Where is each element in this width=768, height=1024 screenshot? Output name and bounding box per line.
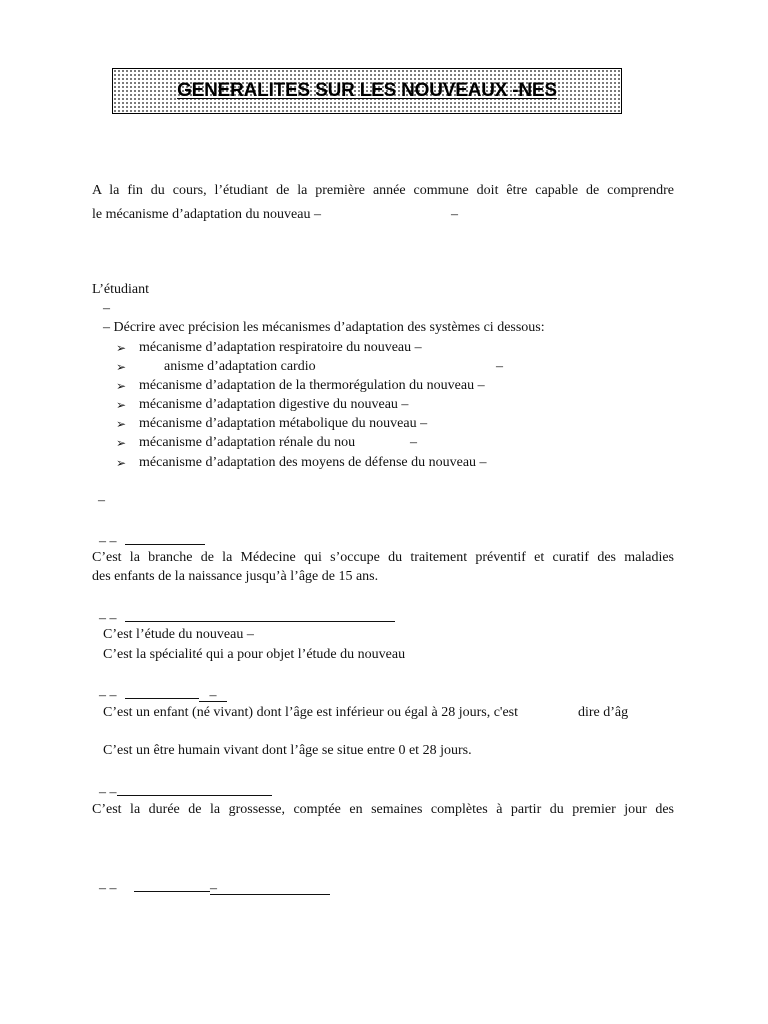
section-2-dashes: – –	[99, 611, 117, 626]
objectives-dash: –	[103, 301, 110, 316]
section-5-marker	[99, 878, 330, 897]
bullet-arrow-icon: ➢	[116, 360, 127, 374]
intro-line-2b: –	[451, 207, 458, 222]
section-3-blank-a	[125, 685, 199, 699]
section-5-dashes: – –	[99, 881, 117, 896]
objectives-describe: – Décrire avec précision les mécanismes d’adaptation des systèmes ci dessous:	[103, 320, 545, 335]
title-box	[112, 68, 622, 114]
section-5-blank-a	[134, 878, 210, 892]
list-item: anisme d’adaptation cardio	[164, 359, 316, 374]
list-item: mécanisme d’adaptation des moyens de défense du nouveau –	[139, 455, 487, 470]
section-3-line-2: C’est un être humain vivant dont l’âge se situe entre 0 et 28 jours.	[103, 743, 472, 758]
objectives-dash-after: –	[98, 493, 105, 508]
list-item-tail: –	[410, 435, 417, 450]
list-item: mécanisme d’adaptation respiratoire du nouveau –	[139, 340, 422, 355]
section-5-mid	[210, 881, 330, 895]
section-1-marker	[99, 531, 205, 550]
list-item: mécanisme d’adaptation de la thermorégulation du nouveau –	[139, 378, 485, 393]
section-2-line-1: C’est l’étude du nouveau –	[103, 627, 254, 642]
section-4-marker	[99, 782, 272, 801]
section-1-dashes: – –	[99, 534, 117, 549]
bullet-arrow-icon: ➢	[116, 398, 127, 412]
objectives-heading: L’étudiant	[92, 282, 150, 297]
list-item-tail: –	[496, 359, 503, 374]
section-2-blank	[125, 608, 395, 622]
section-2-marker	[99, 608, 395, 627]
section-3-line-1a: C’est un enfant (né vivant) dont l’âge est inférieur ou égal à 28 jours, c'est	[103, 705, 518, 720]
section-3-mid: –	[199, 688, 227, 702]
intro-line-2a: le mécanisme d’adaptation du nouveau –	[92, 207, 321, 222]
section-4-dashes: – –	[99, 785, 117, 800]
bullet-arrow-icon: ➢	[116, 379, 127, 393]
intro-line-1: A la fin du cours, l’étudiant de la première année commune doit être capable de comprendre	[92, 183, 674, 198]
bullet-arrow-icon: ➢	[116, 456, 127, 470]
section-3-dashes: – –	[99, 688, 117, 703]
section-1-blank	[125, 531, 205, 545]
list-item: mécanisme d’adaptation digestive du nouveau –	[139, 397, 409, 412]
bullet-arrow-icon: ➢	[116, 436, 127, 450]
section-3-line-1b: dire d’âg	[578, 705, 629, 720]
page-title: GENERALITES SUR LES NOUVEAUX -NES	[177, 80, 557, 101]
section-3-marker	[99, 685, 227, 704]
section-4-blank	[117, 782, 272, 796]
bullet-arrow-icon: ➢	[116, 341, 127, 355]
list-item: mécanisme d’adaptation rénale du nou	[139, 435, 356, 450]
bullet-arrow-icon: ➢	[116, 417, 127, 431]
section-4-line-1: C’est la durée de la grossesse, comptée en semaines complètes à partir du premier jour des	[92, 802, 674, 817]
list-item: mécanisme d’adaptation métabolique du nouveau –	[139, 416, 428, 431]
section-2-line-2: C’est la spécialité qui a pour objet l’étude du nouveau	[103, 647, 406, 662]
section-5-mid-dash: –	[210, 881, 217, 896]
section-1-line-2: des enfants de la naissance jusqu’à l’âge de 15 ans.	[92, 569, 379, 584]
section-1-line-1: C’est la branche de la Médecine qui s’occupe du traitement préventif et curatif des maladies	[92, 550, 674, 565]
